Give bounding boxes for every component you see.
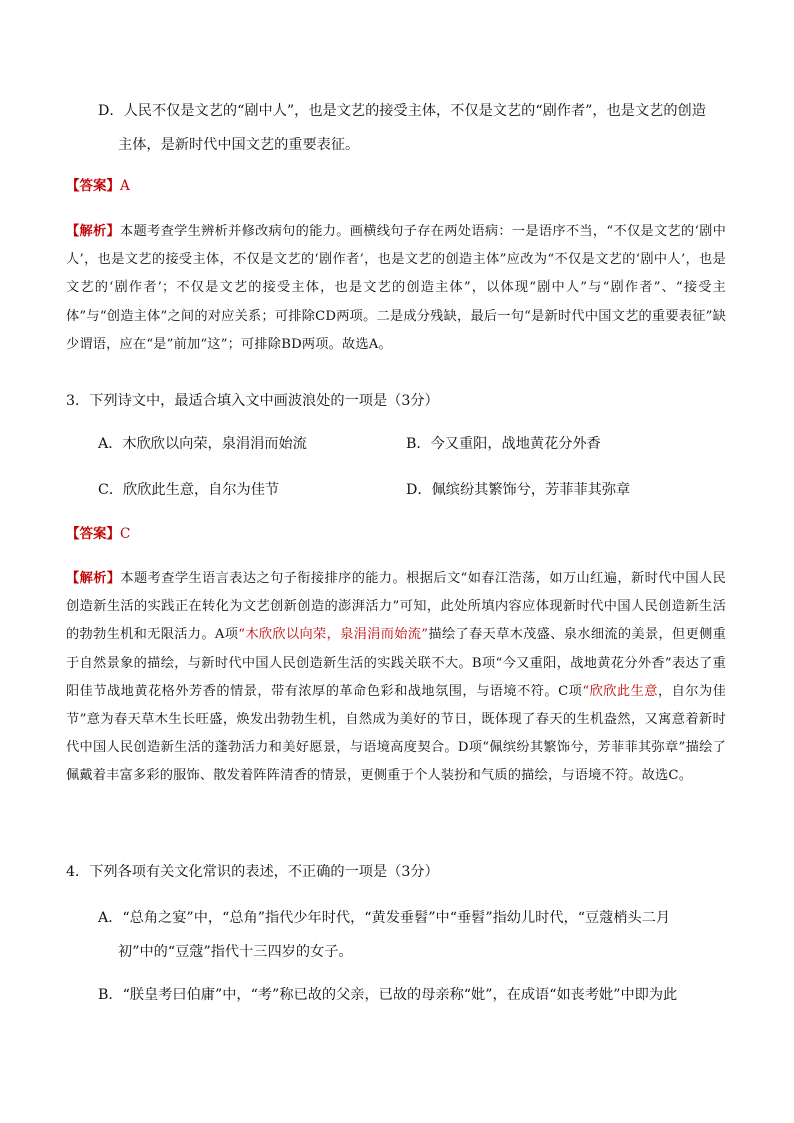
answer-tag: 【答案】: [66, 178, 120, 194]
question-3-stem: 3．下列诗文中，最适合填入文中画波浪处的一项是（3分）: [66, 393, 439, 409]
q3-option-a: A．木欣欣以向荣，泉涓涓而始流: [98, 436, 307, 452]
q4-option-a-line2: 初”中的“豆蔻”指代十三四岁的女子。: [118, 944, 353, 960]
prev-analysis: [66, 218, 726, 359]
answer-tag: 【答案】: [66, 526, 120, 542]
answer-value: C: [120, 526, 131, 542]
analysis-text-2: 描绘了春天草木茂盛、泉水细流的美景，但更侧重于自然景象的描绘，与新时代中国人民创造新生活的实践关联不大。B项“今又重阳，战地黄花分外香”表达了重阳佳节战地黄花格外芳香的情景，带有浓厚的革命色彩和战地氛围，与语境不符。C项: [66, 627, 727, 699]
analysis-highlight-1: “木欣欣以向荣，泉涓涓而始流”: [238, 627, 429, 643]
q3-option-d: D．佩缤纷其繁饰兮，芳菲菲其弥章: [406, 482, 631, 498]
prev-answer: [66, 175, 726, 197]
q3-option-c: C．欣欣此生意，自尔为佳节: [98, 482, 280, 498]
q4-option-a-line1: A．“总角之宴”中，“总角”指代少年时代，“黄发垂髫”中“垂髫”指幼儿时代，“豆蔻梢头二月: [98, 910, 671, 926]
answer-value: A: [120, 178, 130, 194]
q3-option-b: B．今又重阳，战地黄花分外香: [406, 436, 601, 452]
q4-option-a: [98, 901, 730, 969]
analysis-text-3: ，自尔为佳节”意为春天草木生长旺盛，焕发出勃勃生机，自然成为美好的节日，既体现了春天的生机盎然，又寓意着新时代中国人民创造新生活的蓬勃活力和美好愿景，与语境高度契合。D项“佩缤纷其繁饰兮，芳菲菲其弥章”描绘了佩戴着丰富多彩的服饰、散发着阵阵清香的情景，更侧重于个人装扮和气质的描绘，与语境不符。故选C。: [66, 683, 727, 784]
q4-option-b-line1: B．“朕皇考曰伯庸”中，“考”称已故的父亲，已故的母亲称“妣”，在成语“如丧考妣”中即为此: [98, 987, 678, 1003]
q3-analysis: [66, 565, 726, 791]
analysis-tag: 【解析】: [66, 224, 121, 239]
analysis-tag: 【解析】: [66, 571, 121, 586]
prev-option-d-line1: D．人民不仅是文艺的“剧中人”，也是文艺的接受主体，不仅是文艺的“剧作者”，也是文艺的创造: [98, 103, 706, 119]
prev-option-d: [98, 94, 730, 162]
analysis-text-1: 本题考查学生语言表达之句子衔接排序的能力。根据后文“如春江浩荡，如万山红遍，新时代中国人民创造新生活的实践正在转化为文艺创新创造的澎湃活力”可知，此处所填内容应体现新时代中国人民创造新生活的勃勃生机和无限活力。A项: [66, 571, 726, 643]
q4-option-b: [98, 978, 730, 1012]
analysis-text: 本题考查学生辨析并修改病句的能力。画横线句子存在两处语病：一是语序不当，“不仅是文艺的‘剧中人’，也是文艺的接受主体，不仅是文艺的‘剧作者’，也是文艺的创造主体”应改为“不仅是文艺的‘剧中人’，也是文艺的‘剧作者’；不仅是文艺的接受主体，也是文艺的创造主体”，以体现“剧中人”与“剧作者”、“接受主体”与“创造主体”之间的对应关系；可排除CD两项。二是成分残缺，最后一句“是新时代中国文艺的重要表征”缺少谓语，应在“是”前加“这”；可排除BD两项。故选A。: [66, 224, 726, 352]
question-4-stem: 4．下列各项有关文化常识的表述，不正确的一项是（3分）: [66, 864, 439, 880]
analysis-highlight-2: “欣欣此生意: [582, 683, 658, 699]
q3-answer: [66, 523, 726, 545]
prev-option-d-line2: 主体，是新时代中国文艺的重要表征。: [118, 137, 360, 153]
